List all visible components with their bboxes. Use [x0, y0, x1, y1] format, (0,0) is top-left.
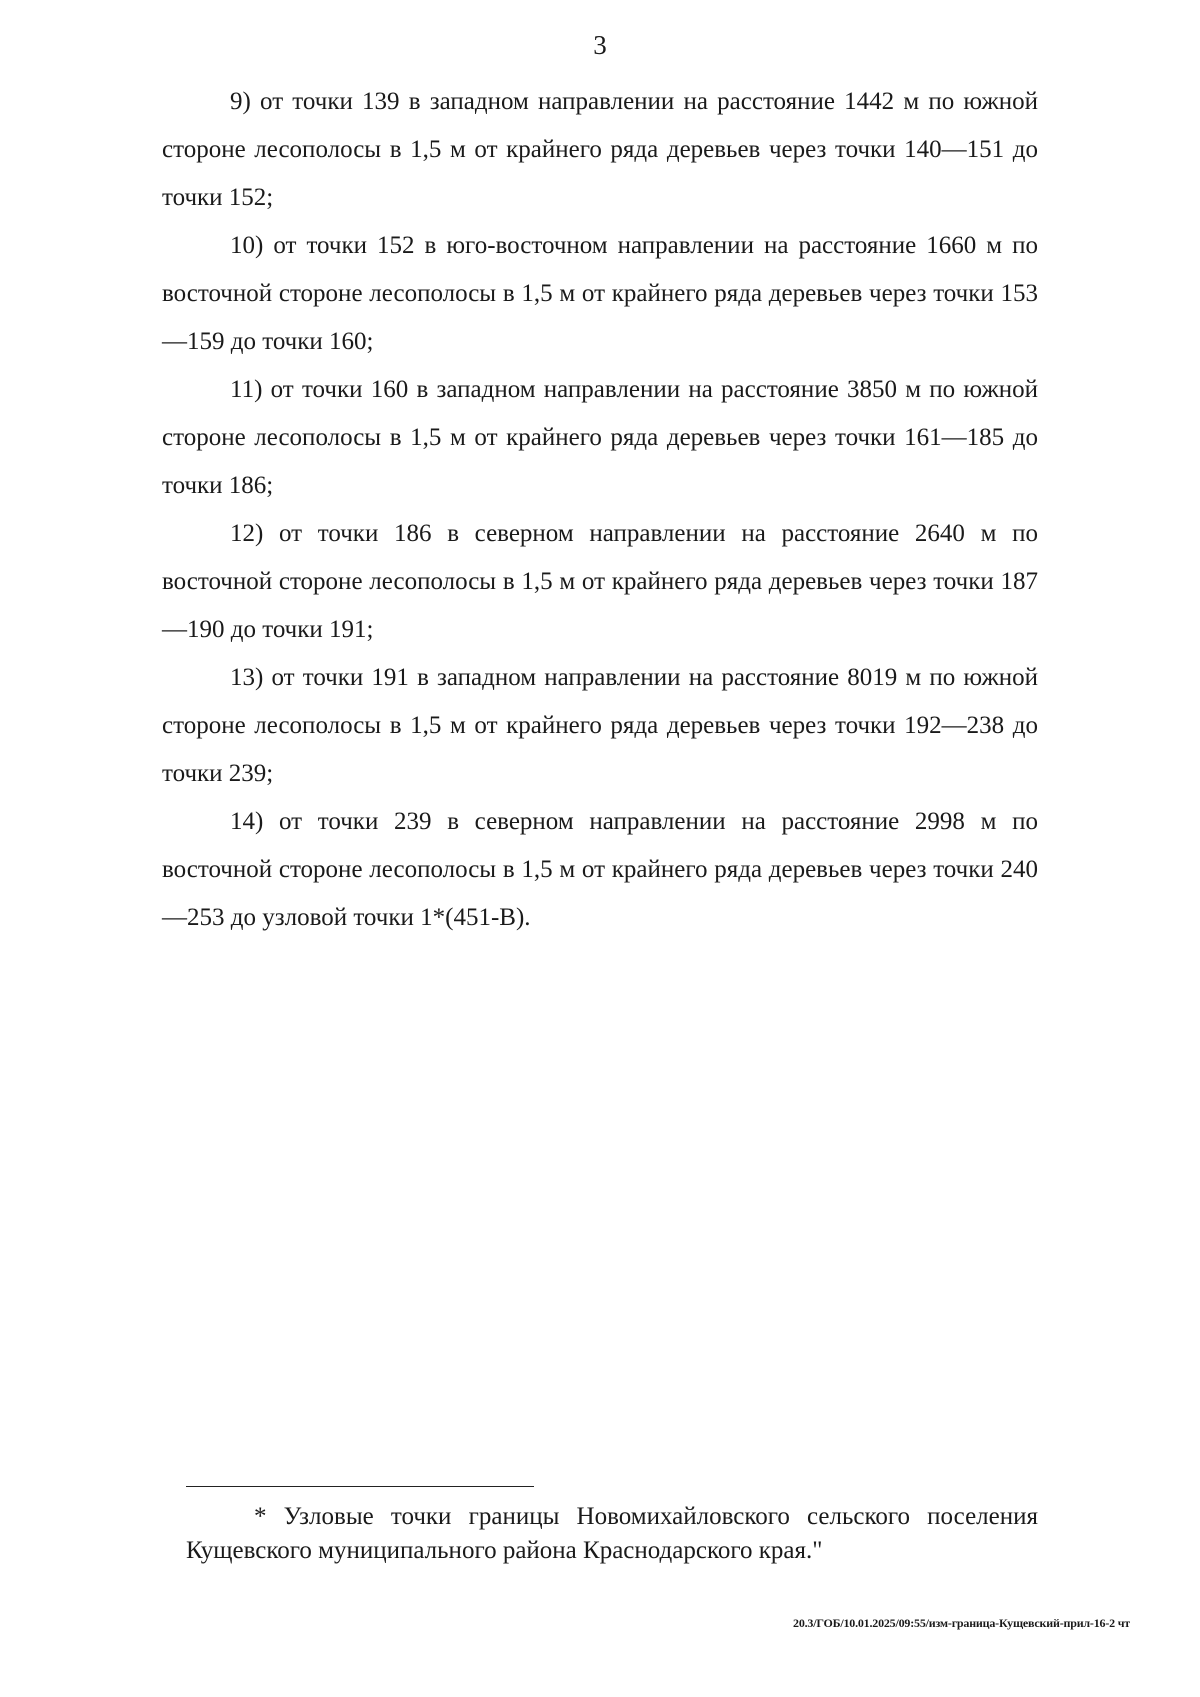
paragraph-11: 11) от точки 160 в западном направлении на расстояние 3850 м по южной стороне лесополосы в 1,5 м от крайнего ряда деревьев через точки 161—185 до точки 186;: [162, 376, 1038, 499]
footnote: * Узловые точки границы Новомихайловского сельского поселения Кущевского муниципального района Краснодарского края.": [186, 1503, 1038, 1564]
paragraph-9: 9) от точки 139 в западном направлении на расстояние 1442 м по южной стороне лесополосы в 1,5 м от крайнего ряда деревьев через точки 140—151 до точки 152;: [162, 88, 1038, 211]
document-body: [162, 78, 1038, 942]
paragraph-10: 10) от точки 152 в юго-восточном направлении на расстояние 1660 м по восточной стороне лесополосы в 1,5 м от крайнего ряда деревьев через точки 153—159 до точки 160;: [162, 232, 1038, 355]
paragraph-14: 14) от точки 239 в северном направлении на расстояние 2998 м по восточной стороне лесополосы в 1,5 м от крайнего ряда деревьев через точки 240—253 до узловой точки 1*(451-В).: [162, 808, 1038, 931]
footnote-separator: [186, 1486, 534, 1487]
page-number: 3: [593, 30, 607, 60]
paragraph-13: 13) от точки 191 в западном направлении на расстояние 8019 м по южной стороне лесополосы в 1,5 м от крайнего ряда деревьев через точки 192—238 до точки 239;: [162, 664, 1038, 787]
paragraph-12: 12) от точки 186 в северном направлении на расстояние 2640 м по восточной стороне лесополосы в 1,5 м от крайнего ряда деревьев через точки 187—190 до точки 191;: [162, 520, 1038, 643]
footer-document-code: 20.3/ГОБ/10.01.2025/09:55/изм-граница-Кущевский-прил-16-2 чт: [793, 1616, 1130, 1630]
